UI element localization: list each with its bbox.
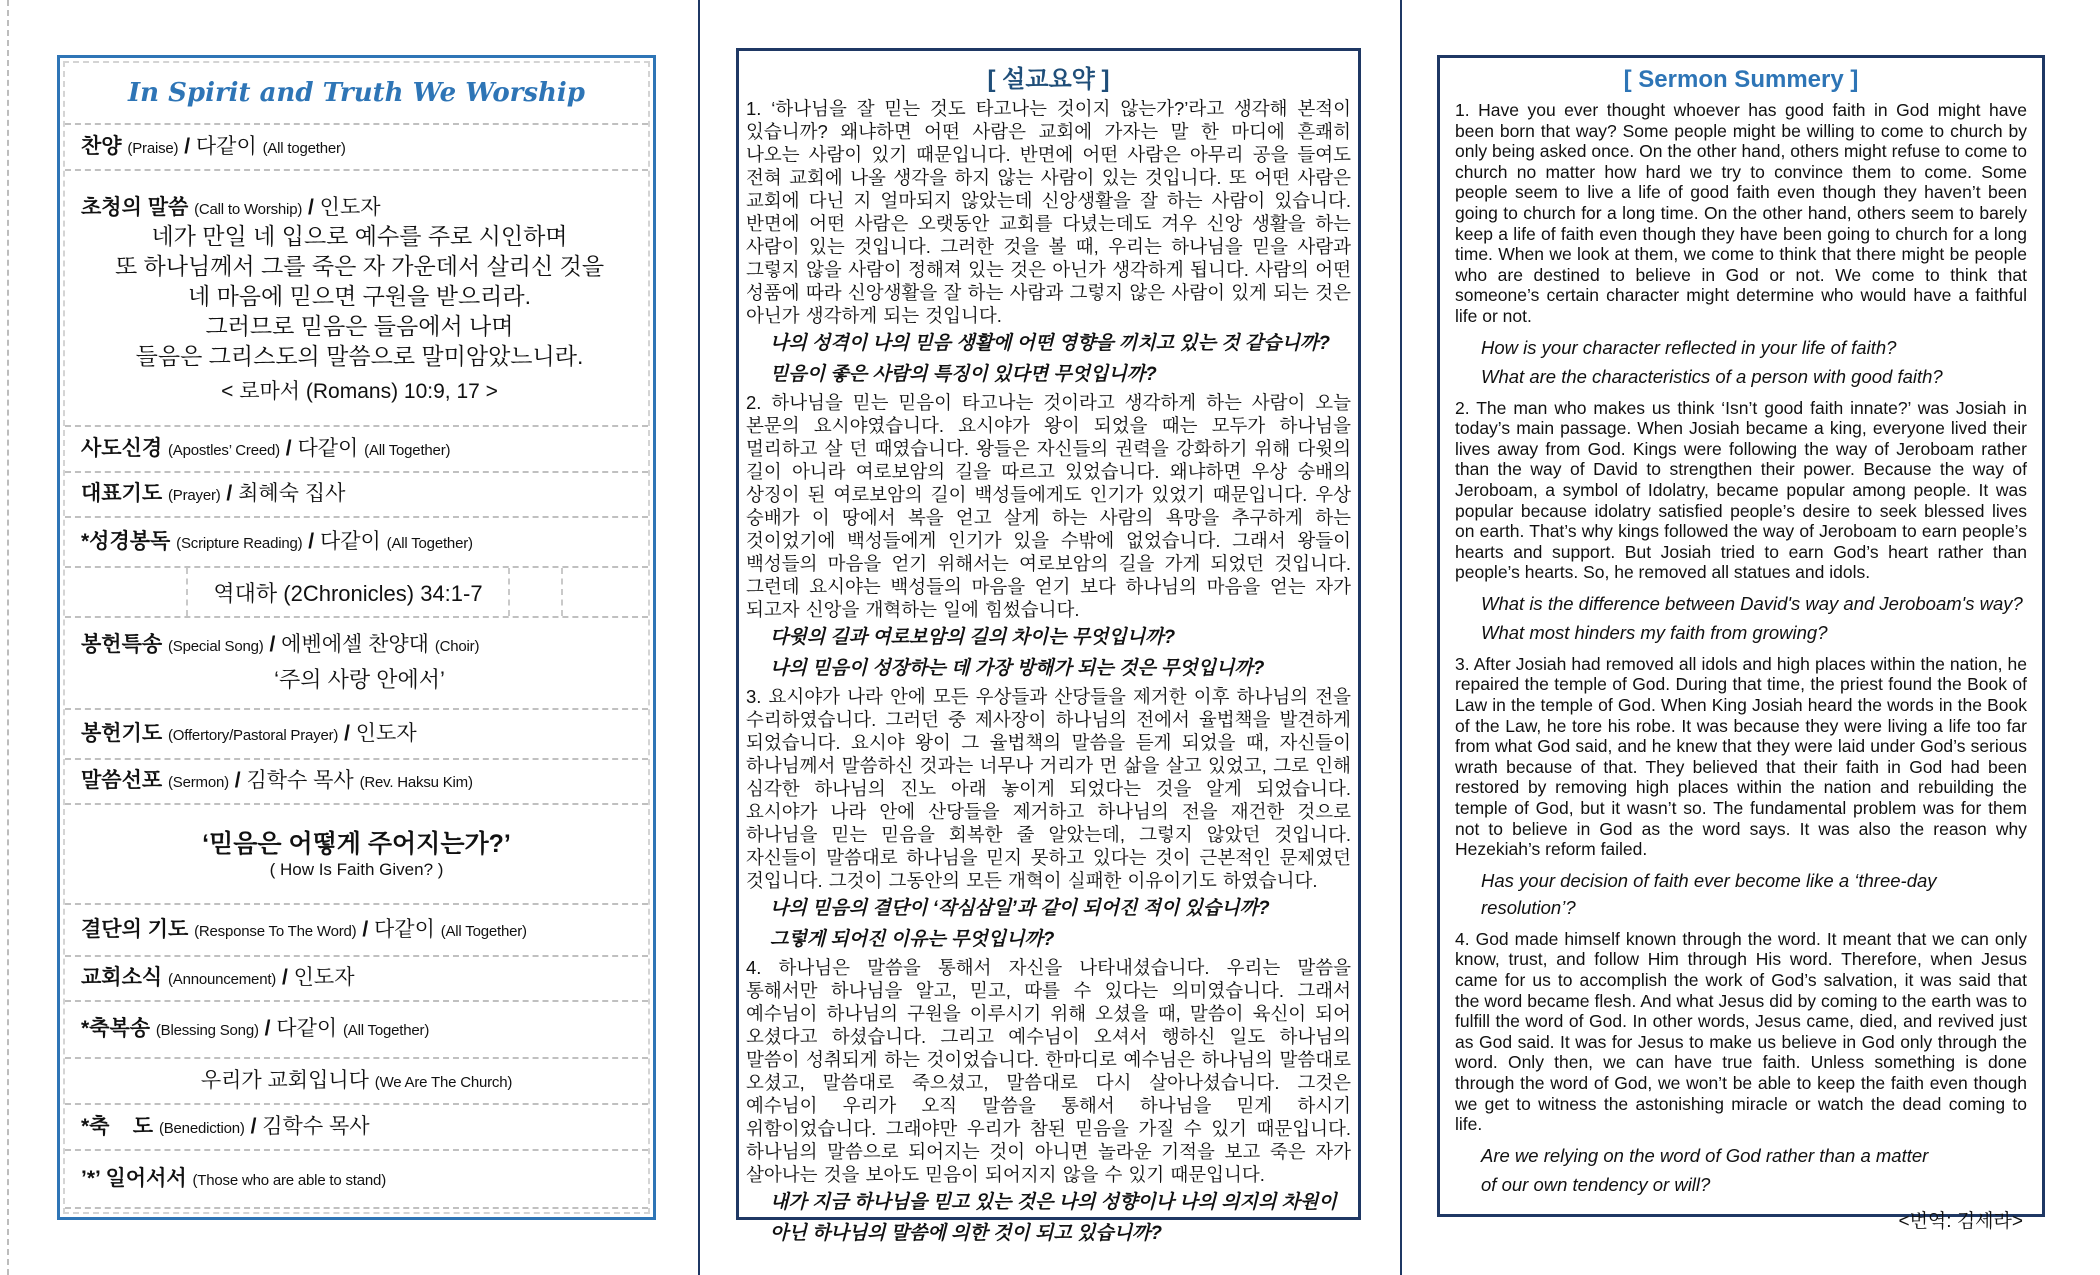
question-line: 그렇게 되어진 이유는 무엇입니까? xyxy=(770,929,1055,950)
item-line xyxy=(81,768,638,794)
english-summary-paragraph-3: 3. After Josiah had removed all idols and high places within the nation, he repaired the temple of God. During that time, the priest found the Book of Law in the temple of God. When King Josiah heard the words in the Book of the Law, he tore his robe. It was because they were living a life too far from what God said, and he knew that they were laid under God’s serious wrath because of that. They believed that their faith in God had been restored by removing high places within the nation and rebuilding the temple of God, but it wasn’t so. The fundamental problem was for them not to believe in God as the word says. It was also the reason why Hezekiah’s reform failed. xyxy=(1455,653,2027,860)
item-name-en: (Special Song) xyxy=(168,637,264,655)
question-line: What are the characteristics of a person with good faith? xyxy=(1481,365,1943,387)
question-line: 나의 성격이 나의 믿음 생활에 어떤 영향을 끼치고 있는 것 같습니까? xyxy=(770,333,1330,354)
korean-summary-paragraph-4: 4. 하나님은 말씀을 통해서 자신을 나타내셨습니다. 우리는 말씀을 통해서만 하나님을 알고, 믿고, 따를 수 있다는 의미였습니다. 그래서 예수님이 하나님의 구원을 이루시기 위해 오셨을 때, 말씀이 육신이 되어 오셨다고 하셨습니다. 그리고 예수님이 오셔서 행하신 일도 하나님의 말씀이 성취되게 하는 것이었습니다. 한마디로 예수님은 하나님의 말씀대로 오셨고, 말씀대로 죽으셨고, 말씀대로 다시 살아나셨습니다. 그것은 예수님이 우리가 오직 말씀을 통해서 하나님을 믿게 하시기 위함이었습니다. 그래야만 우리가 참된 믿음을 가질 수 있기 때문입니다. 하나님의 말씀으로 되어지는 것이 아니면 놀라운 기적을 보고 죽은 자가 살아나는 것을 보아도 믿음이 되어지지 않을 수 있기 때문입니다. xyxy=(746,957,1351,1185)
song-title-en: (We Are The Church) xyxy=(374,1073,513,1091)
separator: / xyxy=(250,1114,257,1138)
note-en: (Those who are able to stand) xyxy=(192,1171,386,1189)
call-to-worship-verse-line: 네 마음에 믿으면 구원을 받으리라. xyxy=(187,283,531,310)
item-name-kr: 결단의 기도 xyxy=(81,917,189,941)
item-name-en: (Sermon) xyxy=(168,774,229,792)
worship-item-blessing-song xyxy=(65,1002,648,1059)
call-to-worship-verse-line: 네가 만일 네 입으로 예수를 주로 시인하며 xyxy=(151,223,568,250)
english-summary-title: [ Sermon Summery ] xyxy=(1623,66,1859,93)
sermon-title-en: ( How Is Faith Given? ) xyxy=(269,860,444,880)
separator: / xyxy=(234,769,241,793)
item-line xyxy=(81,1114,638,1140)
item-name-en: (Response To The Word) xyxy=(194,922,357,940)
item-line xyxy=(81,917,638,943)
item-name-kr: *축 도 xyxy=(81,1114,154,1138)
question-line: Are we relying on the word of God rather than a matter xyxy=(1481,1144,1929,1166)
item-name-en: (Prayer) xyxy=(168,487,221,505)
item-who: 에벤에셀 찬양대 xyxy=(281,632,429,656)
special-song-title: ‘주의 사랑 안에서’ xyxy=(274,667,445,693)
item-name-en: (Praise) xyxy=(127,139,179,157)
item-who-en: (Choir) xyxy=(434,637,480,655)
item-name-en: (Call to Worship) xyxy=(194,200,303,218)
separator: / xyxy=(264,1017,271,1041)
song-title-kr: 우리가 교회입니다 xyxy=(200,1068,369,1092)
worship-item-special-song xyxy=(65,618,648,710)
korean-summary-paragraph-3: 3. 요시야가 나라 안에 모든 우상들과 산당들을 제거한 이후 하나님의 전을 수리하였습니다. 그러던 중 제사장이 하나님의 전에서 율법책을 발견하게 되었습니다. 요시야 왕이 그 율법책의 말씀을 듣게 되었을 때, 자신들이 하나님께서 말씀하신 것과는 너무나 거리가 먼 삶을 살고 있었고, 그로 인해 심각한 하나님의 진노 아래 놓이게 되었다는 것을 알게 되었습니다. 요시야가 나라 안에 산당들을 제거하고 하나님의 전을 재건한 것으로 하나님을 믿는 믿음을 회복한 줄 알았는데, 그렇지 않았던 것입니다. 자신들이 말씀대로 하나님을 믿지 못하고 있다는 것이 근본적인 문제였던 것입니다. 그것이 그동안의 모든 개혁이 실패한 이유이기도 하였습니다. xyxy=(746,686,1351,891)
separator: / xyxy=(281,966,288,990)
blessing-song-title xyxy=(201,1068,512,1094)
question-line: 나의 믿음의 결단이 ‘작심삼일’과 같이 되어진 적이 있습니까? xyxy=(770,898,1270,919)
separator: / xyxy=(362,917,369,941)
item-who: 다같이 xyxy=(276,1017,338,1041)
korean-summary-title: [ 설교요약 ] xyxy=(987,66,1110,93)
item-who-en: (All Together) xyxy=(440,922,527,940)
worship-item-offertory-prayer xyxy=(65,710,648,760)
worship-title: In Spirit and Truth We Worship xyxy=(128,78,585,108)
question-line: What is the difference between David's way and Jeroboam's way? xyxy=(1481,592,2023,614)
item-who: 다같이 xyxy=(195,134,257,158)
item-name-kr: 말씀선포 xyxy=(81,769,163,793)
english-reflection-questions-2 xyxy=(1455,590,2027,646)
item-name-kr: 봉헌특송 xyxy=(81,632,163,656)
worship-item-sermon xyxy=(65,760,648,805)
panel-fold-line-2 xyxy=(1400,0,1402,1275)
item-line xyxy=(81,721,638,747)
item-name-kr: *성경봉독 xyxy=(81,529,171,553)
separator: / xyxy=(285,436,292,460)
worship-title-row xyxy=(65,63,648,125)
separator: / xyxy=(226,482,233,506)
korean-summary-paragraph-2: 2. 하나님을 믿는 믿음이 타고나는 것이라고 생각하게 하는 사람이 오늘 본문의 요시야였습니다. 요시야가 왕이 되었을 때는 모두가 하나님을 멀리하고 살 던 때였습니다. 왕들은 자신들의 권력을 강화하기 위해 다윗의 길이 아니라 여로보암의 길을 따르고 있었습니다. 왜냐하면 우상 숭배의 상징이 된 여로보암의 길이 백성들에게도 인기가 있었기 때문입니다. 우상 숭배가 이 땅에서 복을 얻고 살게 하는 사람의 욕망을 추구하게 하는 것이었기에 백성들에게 인기가 있을 수밖에 없었습니다. 그래서 왕들이 백성들의 마음을 얻기 위해서는 여로보암의 길을 가게 되었던 것입니다. 그런데 요시야는 백성들의 마음을 얻기 보다 하나님의 마음을 얻는 자가 되고자 신앙을 개혁하는 일에 힘썼습니다. xyxy=(746,392,1351,620)
sermon-summary-korean-panel xyxy=(736,48,1361,1244)
call-to-worship-verse-line: 들음은 그리스도의 말씀으로 말미암았느니라. xyxy=(135,343,584,370)
item-who-en: (All Together) xyxy=(386,534,473,552)
worship-item-announcement xyxy=(65,957,648,1002)
call-to-worship-verse-line: 또 하나님께서 그를 죽은 자 가운데서 살리신 것을 xyxy=(114,253,605,280)
question-line: How is your character reflected in your life of faith? xyxy=(1481,336,1897,358)
question-line: 내가 지금 하나님을 믿고 있는 것은 나의 성향이나 나의 의지의 차원이 아닌 하나님의 말씀에 의한 것이 되고 있습니까? xyxy=(770,1192,1337,1244)
question-line: of our own tendency or will? xyxy=(1481,1173,1711,1195)
question-line: What most hinders my faith from growing? xyxy=(1481,621,1828,643)
scripture-cell-spacer xyxy=(563,568,648,616)
order-of-worship-panel xyxy=(57,55,656,1220)
item-name-en: (Blessing Song) xyxy=(155,1022,259,1040)
item-name-kr: 초청의 말씀 xyxy=(81,195,189,219)
question-line: Has your decision of faith ever become like a ‘three-day resolution’? xyxy=(1481,869,1937,918)
worship-item-scripture-reading xyxy=(65,518,648,568)
item-who: 인도자 xyxy=(319,195,381,219)
worship-blessing-song-title-row xyxy=(65,1059,648,1105)
item-name-en: (Scripture Reading) xyxy=(176,534,303,552)
worship-bottom-spacer xyxy=(65,1209,648,1212)
separator: / xyxy=(308,529,315,553)
page-fold-guide-dashed xyxy=(7,0,9,1275)
worship-item-apostles-creed xyxy=(65,427,648,473)
item-who: 다같이 xyxy=(374,917,435,941)
item-line xyxy=(81,965,638,991)
english-summary-paragraph-4: 4. God made himself known through the word. It meant that we can only know, trust, and follow Him through His word. Therefore, when Jesus came for us to accomplish the work of God’s salvation, it was said that the word became flesh. And what Jesus did by coming to the earth was to fulfill the word of God. In other words, Jesus came, died, and revived just as God said. It was for Jesus to make us believe in God only through the word. Only then, we can have true faith. Unless something is done through the word of God, we won’t be able to keep the faith even though we get to witness the astonishing miracle or watch the dead coming to life. xyxy=(1455,928,2027,1135)
korean-reflection-questions-1 xyxy=(746,328,1351,390)
worship-item-response-to-word xyxy=(65,905,648,957)
item-name-kr: 봉헌기도 xyxy=(81,721,163,745)
question-line: 나의 믿음이 성장하는 데 가장 방해가 되는 것은 무엇입니까? xyxy=(770,658,1265,679)
sermon-summary-english-panel xyxy=(1437,55,2045,1232)
standing-note xyxy=(81,1166,638,1192)
item-name-en: (Apostles’ Creed) xyxy=(168,441,280,459)
separator: / xyxy=(269,632,276,656)
item-name-en: (Announcement) xyxy=(168,971,277,989)
item-who-en: (All Together) xyxy=(364,441,451,459)
item-who: 인도자 xyxy=(293,966,355,990)
item-name-kr: 사도신경 xyxy=(81,436,163,460)
panel-fold-line-1 xyxy=(698,0,700,1275)
item-who: 김학수 목사 xyxy=(246,769,354,793)
worship-item-benediction xyxy=(65,1105,648,1151)
item-line xyxy=(81,195,638,221)
scripture-passage: 역대하 (2Chronicles) 34:1-7 xyxy=(188,568,510,616)
scripture-cell-spacer xyxy=(65,568,188,616)
korean-summary-paragraph-1: 1. ‘하나님을 잘 믿는 것도 타고나는 것이지 않는가?’라고 생각해 본적이 있습니까? 왜냐하면 어떤 사람은 교회에 가자는 말 한 마디에 흔쾌히 나오는 사람이 있기 때문입니다. 반면에 어떤 사람은 아무리 공을 들여도 전혀 교회에 나올 생각을 하지 않는 사람이 있는 것입니다. 또 어떤 사람은 교회에 다닌 지 얼마되지 않았는데 신앙생활을 잘 하는 사람이 있습니다. 반면에 어떤 사람은 오랫동안 교회를 다녔는데도 겨우 신앙 생활을 하는 사람이 있는 것입니다. 그러한 것을 볼 때, 우리는 하나님을 믿을 사람과 그렇지 않을 사람이 정해져 있는 것은 아닌가 생각하게 됩니다. 사람의 어떤 성품에 따라 신앙생활을 잘 하는 사람과 그렇지 않은 사람이 있게 되는 것은 아닌가 생각하게 되는 것입니다. xyxy=(746,98,1351,326)
call-to-worship-verse-line: 그러므로 믿음은 들음에서 나며 xyxy=(205,313,514,340)
worship-standing-note-row xyxy=(65,1151,648,1209)
question-line: 다윗의 길과 여로보암의 길의 차이는 무엇입니까? xyxy=(770,627,1176,648)
english-reflection-questions-3 xyxy=(1455,867,2027,921)
item-who-en: (Rev. Haksu Kim) xyxy=(359,774,473,792)
order-of-worship-table xyxy=(63,61,650,1214)
item-line xyxy=(81,1016,638,1042)
item-name-kr: 교회소식 xyxy=(81,966,163,990)
item-line xyxy=(81,134,638,160)
item-who: 최혜숙 집사 xyxy=(238,482,346,506)
sermon-title-kr: ‘믿음은 어떻게 주어지는가?’ xyxy=(202,829,511,858)
scripture-reference: < 로마서 (Romans) 10:9, 17 > xyxy=(221,380,498,404)
worship-scripture-passage-row xyxy=(65,568,648,618)
worship-item-prayer xyxy=(65,473,648,518)
item-name-en: (Benediction) xyxy=(158,1119,245,1137)
separator: / xyxy=(184,134,191,158)
english-reflection-questions-4 xyxy=(1455,1142,2027,1198)
item-name-kr: 대표기도 xyxy=(81,482,163,506)
english-reflection-questions-1 xyxy=(1455,334,2027,390)
item-who-en: (All Together) xyxy=(343,1022,430,1040)
item-line xyxy=(81,481,638,507)
korean-reflection-questions-4 xyxy=(746,1187,1351,1249)
korean-reflection-questions-2 xyxy=(746,622,1351,684)
item-who-en: (All together) xyxy=(262,139,346,157)
worship-item-call-to-worship xyxy=(65,171,648,427)
translator-credit: <번역: 김세라> xyxy=(1898,1210,2023,1232)
item-name-kr: *축복송 xyxy=(81,1017,151,1041)
item-line xyxy=(81,436,638,462)
english-summary-paragraph-1: 1. Have you ever thought whoever has good faith in God might have been born that way? Some people might be willing to come to church by only being asked once. On the other hand, others might refuse to come to church no matter how hard we try to convince them to come. Some people seem to live a life of good faith even though they haven’t been going to church for a long time. On the other hand, others seem to barely keep a life of faith even though they have been going to church for a long time. When we look at them, we come to think that there might be people who are destined to believe in God or not. We come to think that someone’s certain character might determine who would have a faithful life or not. xyxy=(1455,100,2027,326)
question-line: 믿음이 좋은 사람의 특징이 있다면 무엇입니까? xyxy=(770,364,1157,385)
item-line xyxy=(81,632,638,658)
item-line xyxy=(81,529,638,555)
item-name-en: (Offertory/Pastoral Prayer) xyxy=(168,726,339,744)
english-summary-paragraph-2: 2. The man who makes us think ‘Isn’t good faith innate?’ was Josiah in today’s main passage. When Josiah became a king, everyone lived their lives away from God. Kings were following the way of Jeroboam rather than the way of David to strengthen their power. Because the way of Jeroboam, a symbol of Idolatry, became popular among people. It was popular because idolatry satisfied people’s desire to seek blessed lives on earth. That’s why kings followed the way of Jeroboam to earn people’s hearts and support. But Josiah tried to earn God’s heart rather than people’s hearts. So, he removed all statues and idols. xyxy=(1455,397,2027,583)
separator: / xyxy=(344,721,350,745)
item-who: 다같이 xyxy=(297,436,359,460)
note-kr: ’*’ 일어서서 xyxy=(81,1166,187,1190)
item-who: 김학수 목사 xyxy=(262,1114,370,1138)
item-name-kr: 찬양 xyxy=(81,134,122,158)
item-who: 다같이 xyxy=(319,529,381,553)
item-who: 인도자 xyxy=(355,721,417,745)
worship-sermon-title-row xyxy=(65,805,648,905)
separator: / xyxy=(307,195,314,219)
worship-item-praise xyxy=(65,125,648,171)
korean-reflection-questions-3 xyxy=(746,893,1351,955)
scripture-cell-spacer xyxy=(510,568,563,616)
